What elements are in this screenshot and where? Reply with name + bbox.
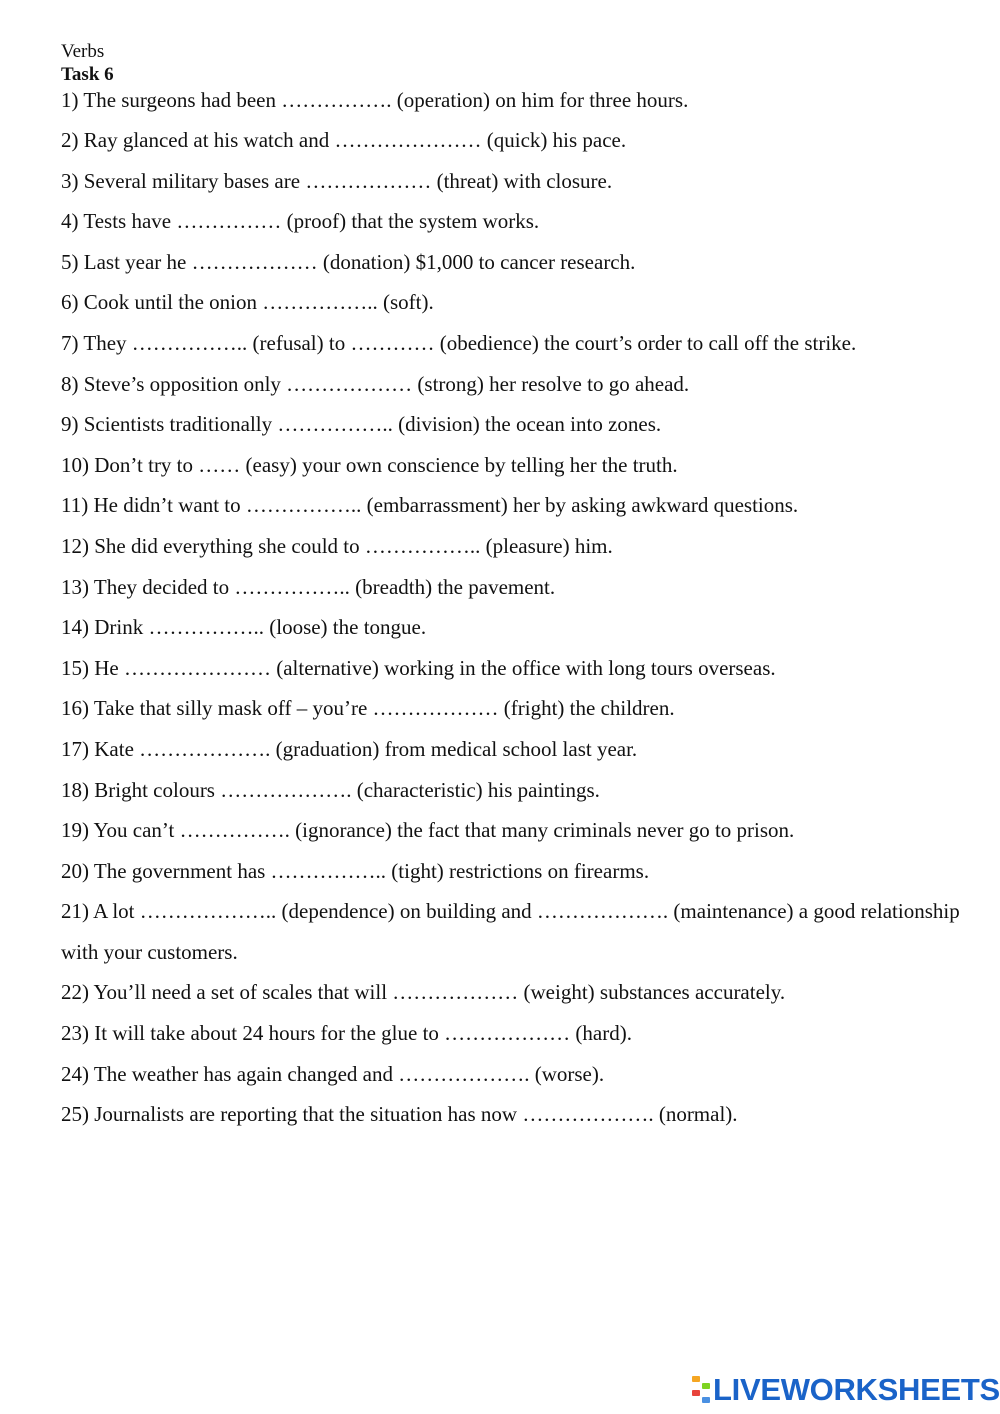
mark-square-4 xyxy=(702,1397,710,1403)
mark-square-1 xyxy=(692,1376,700,1382)
exercise-item: 6) Cook until the onion …………….. (soft). xyxy=(61,290,434,315)
exercise-item: 10) Don’t try to …… (easy) your own conscience by telling her the truth. xyxy=(61,452,678,477)
exercise-item: 22) You’ll need a set of scales that will ……………… (weight) substances accurately. xyxy=(61,980,786,1005)
exercise-list xyxy=(61,86,961,1135)
exercise-item: 12) She did everything she could to …………….. (pleasure) him. xyxy=(61,533,613,558)
task-title: Task 6 xyxy=(61,64,114,85)
mark-square-3 xyxy=(692,1390,700,1396)
exercise-item: 1) The surgeons had been ……………. (operation) on him for three hours. xyxy=(61,88,689,112)
liveworksheets-mark-icon xyxy=(692,1376,710,1404)
mark-square-2 xyxy=(702,1383,710,1389)
exercise-item: 25) Journalists are reporting that the situation has now ………………. (normal). xyxy=(61,1102,738,1127)
exercise-item: 9) Scientists traditionally …………….. (division) the ocean into zones. xyxy=(61,412,662,437)
exercise-item: 2) Ray glanced at his watch and ………………… (quick) his pace. xyxy=(61,128,627,152)
exercise-item: 7) They …………….. (refusal) to ………… (obedience) the court’s order to call off the strike. xyxy=(61,330,857,355)
worksheet xyxy=(61,40,961,1135)
worksheet-topic: Verbs xyxy=(61,41,105,62)
exercise-item: 23) It will take about 24 hours for the glue to ……………… (hard). xyxy=(61,1021,632,1046)
exercise-item: 3) Several military bases are ……………… (threat) with closure. xyxy=(61,168,613,193)
exercise-item: 13) They decided to …………….. (breadth) the pavement. xyxy=(61,574,556,599)
exercise-item: 17) Kate ………………. (graduation) from medical school last year. xyxy=(61,736,638,761)
exercise-item: 20) The government has …………….. (tight) restrictions on firearms. xyxy=(61,858,650,883)
exercise-item: 4) Tests have …………… (proof) that the system works. xyxy=(61,209,540,234)
exercise-item: 8) Steve’s opposition only ……………… (strong) her resolve to go ahead. xyxy=(61,371,690,396)
exercise-item: 21) A lot ……………….. (dependence) on building and ………………. (maintenance) a good relationship with your customers. xyxy=(61,899,960,964)
exercise-item: 5) Last year he ……………… (donation) $1,000 to cancer research. xyxy=(61,249,636,274)
exercise-item: 16) Take that silly mask off – you’re ……………… (fright) the children. xyxy=(61,696,675,721)
logo-text: LIVEWORKSHEETS xyxy=(713,1372,1000,1407)
exercise-item: 14) Drink …………….. (loose) the tongue. xyxy=(61,615,427,640)
exercise-item: 11) He didn’t want to …………….. (embarrassment) her by asking awkward questions. xyxy=(61,493,799,518)
exercise-item: 24) The weather has again changed and ………………. (worse). xyxy=(61,1061,605,1086)
exercise-item: 15) He ………………… (alternative) working in the office with long tours overseas. xyxy=(61,655,776,680)
exercise-item: 19) You can’t ……………. (ignorance) the fact that many criminals never go to prison. xyxy=(61,818,795,843)
liveworksheets-logo xyxy=(692,1372,1000,1408)
exercise-item: 18) Bright colours ………………. (characteristic) his paintings. xyxy=(61,777,600,802)
